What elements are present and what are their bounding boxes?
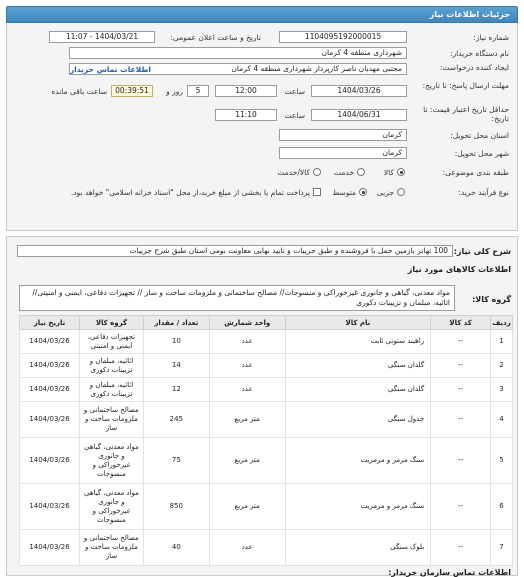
process-minor-label: جزیی [376, 188, 394, 197]
item-code: -- [431, 330, 491, 354]
process-medium-radio[interactable] [359, 188, 367, 196]
table-row [20, 378, 513, 402]
need-info-panel [6, 23, 518, 231]
item-need-date: 1404/03/26 [20, 530, 80, 566]
deadline-date-field: 1404/03/26 [311, 85, 407, 97]
category-both-radio[interactable] [313, 168, 321, 176]
validity-date-field: 1404/06/31 [311, 109, 407, 121]
col-group: گروه کالا [80, 316, 144, 330]
item-code: -- [431, 484, 491, 530]
summary-field: 100 تهاتر بازمین حمل با فروشنده و طبق جزییات و تایید نهایی معاونت بومی استان طبق شرح جزییات [17, 245, 453, 257]
announce-label: تاریخ و ساعت اعلان عمومی: [170, 33, 261, 42]
item-group: مواد معدنی، گیاهی و جانوری غیرخوراکی و منسوجات [80, 438, 144, 484]
col-quantity: تعداد / مقدار [143, 316, 209, 330]
process-minor-radio[interactable] [397, 188, 405, 196]
goods-table [19, 315, 513, 566]
category-label: طبقه بندی موضوعی: [442, 168, 509, 177]
need-number-field: 1104095192000015 [279, 31, 407, 43]
city-field: کرمان [279, 147, 407, 159]
goods-panel [6, 236, 518, 576]
table-row [20, 330, 513, 354]
item-need-date: 1404/03/26 [20, 354, 80, 378]
item-need-date: 1404/03/26 [20, 438, 80, 484]
category-goods-radio[interactable] [397, 168, 405, 176]
item-unit: متر مربع [209, 402, 285, 438]
row-number: 4 [491, 402, 513, 438]
item-unit: متر مربع [209, 484, 285, 530]
treasury-checkbox[interactable] [313, 188, 321, 196]
row-number: 5 [491, 438, 513, 484]
category-both-label: کالا/خدمت [277, 168, 310, 177]
buyer-org-contact-heading: اطلاعات تماس سازمان خریدار: [388, 568, 511, 577]
days-field: 5 [187, 85, 209, 97]
item-group: مواد معدنی، گیاهی و جانوری غیرخوراکی و منسوجات [80, 484, 144, 530]
item-unit: عدد [209, 378, 285, 402]
row-number: 2 [491, 354, 513, 378]
deadline-label: مهلت ارسال پاسخ: تا تاریخ: [422, 81, 509, 90]
category-service-radio[interactable] [357, 168, 365, 176]
table-header-row [20, 316, 513, 330]
item-code: -- [431, 402, 491, 438]
announce-field: 1404/03/21 - 11:07 [49, 31, 155, 43]
goods-group-label: گروه کالا: [472, 295, 511, 304]
table-row [20, 402, 513, 438]
item-code: -- [431, 530, 491, 566]
deadline-time-field: 12:00 [215, 85, 277, 97]
row-number: 1 [491, 330, 513, 354]
item-group: تجهیزات دفاعی، ایمنی و امنیتی [80, 330, 144, 354]
col-item-name: نام کالا [285, 316, 431, 330]
remaining-label: ساعت باقی مانده [51, 87, 107, 96]
validity-label: حداقل تاریخ اعتبار قیمت: تا تاریخ: [423, 105, 509, 123]
creator-label: ایجاد کننده درخواست: [439, 63, 509, 72]
col-row-number: ردیف [491, 316, 513, 330]
item-need-date: 1404/03/26 [20, 402, 80, 438]
item-quantity: 75 [143, 438, 209, 484]
item-quantity: 850 [143, 484, 209, 530]
table-row [20, 484, 513, 530]
category-service-label: خدمت [334, 168, 354, 177]
item-need-date: 1404/03/26 [20, 484, 80, 530]
item-name: گلدان سنگی [285, 378, 431, 402]
item-group: مصالح ساختمانی و ملزومات ساخت و ساز [80, 402, 144, 438]
item-unit: متر مربع [209, 438, 285, 484]
item-unit: عدد [209, 530, 285, 566]
col-item-code: کد کالا [431, 316, 491, 330]
item-name: سنگ مرمر و مرمریت [285, 484, 431, 530]
item-quantity: 40 [143, 530, 209, 566]
item-quantity: 245 [143, 402, 209, 438]
item-group: اثاثیه، مبلمان و تزیینات دکوری [80, 378, 144, 402]
need-number-label: شماره نیاز: [473, 33, 509, 42]
summary-label: شرح کلی نیاز: [453, 247, 511, 256]
item-quantity: 10 [143, 330, 209, 354]
item-name: سنگ مرمر و مرمریت [285, 438, 431, 484]
validity-time-label: ساعت [284, 111, 305, 120]
creator-field: مجتبی مهدیان ناصر کارپرداز شهرداری منطقه 4 کرمان [69, 63, 407, 75]
item-quantity: 12 [143, 378, 209, 402]
buyer-contact-link[interactable]: اطلاعات تماس خریدار [69, 65, 151, 74]
province-label: استان محل تحویل: [450, 131, 509, 140]
province-field: کرمان [279, 129, 407, 141]
item-group: مصالح ساختمانی و ملزومات ساخت و ساز [80, 530, 144, 566]
row-number: 6 [491, 484, 513, 530]
col-unit: واحد شمارش [209, 316, 285, 330]
day-word: روز و [166, 87, 183, 96]
item-name: جدول سنگی [285, 402, 431, 438]
item-code: -- [431, 438, 491, 484]
col-need-date: تاریخ نیاز [20, 316, 80, 330]
process-label: نوع فرآیند خرید: [458, 188, 509, 197]
buyer-label: نام دستگاه خریدار: [449, 49, 509, 58]
item-group: اثاثیه، مبلمان و تزیینات دکوری [80, 354, 144, 378]
item-name: بلوک سنگی [285, 530, 431, 566]
deadline-time-label: ساعت [284, 87, 305, 96]
item-code: -- [431, 378, 491, 402]
payment-note: پرداخت تمام یا بخشی از مبلغ خرید،از محل "اسناد خزانه اسلامی" خواهد بود. [70, 188, 310, 197]
buyer-field: شهرداری منطقه 4 کرمان [69, 47, 407, 59]
validity-time-field: 11:10 [215, 109, 277, 121]
table-row [20, 438, 513, 484]
countdown-timer: 00:39:51 [111, 85, 153, 97]
item-quantity: 14 [143, 354, 209, 378]
process-medium-label: متوسط [332, 188, 356, 197]
item-code: -- [431, 354, 491, 378]
item-unit: عدد [209, 354, 285, 378]
item-name: گلدان سنگی [285, 354, 431, 378]
page-title: جزئیات اطلاعات نیاز [429, 10, 510, 19]
goods-heading: اطلاعات کالاهای مورد نیاز [407, 265, 511, 274]
category-goods-label: کالا [383, 168, 394, 177]
goods-group-field: مواد معدنی، گیاهی و جانوری غیرخوراکی و منسوجات// مصالح ساختمانی و ملزومات ساخت و ساز // تجهیزات دفاعی، ایمنی و امنیتی// اثاثیه، مبلمان و تزیینات دکوری [19, 285, 455, 311]
title-bar [6, 6, 518, 23]
item-unit: عدد [209, 330, 285, 354]
table-row [20, 530, 513, 566]
item-need-date: 1404/03/26 [20, 378, 80, 402]
row-number: 3 [491, 378, 513, 402]
item-need-date: 1404/03/26 [20, 330, 80, 354]
item-name: راهبند ستونی ثابت [285, 330, 431, 354]
table-row [20, 354, 513, 378]
row-number: 7 [491, 530, 513, 566]
city-label: شهر محل تحویل: [454, 149, 509, 158]
